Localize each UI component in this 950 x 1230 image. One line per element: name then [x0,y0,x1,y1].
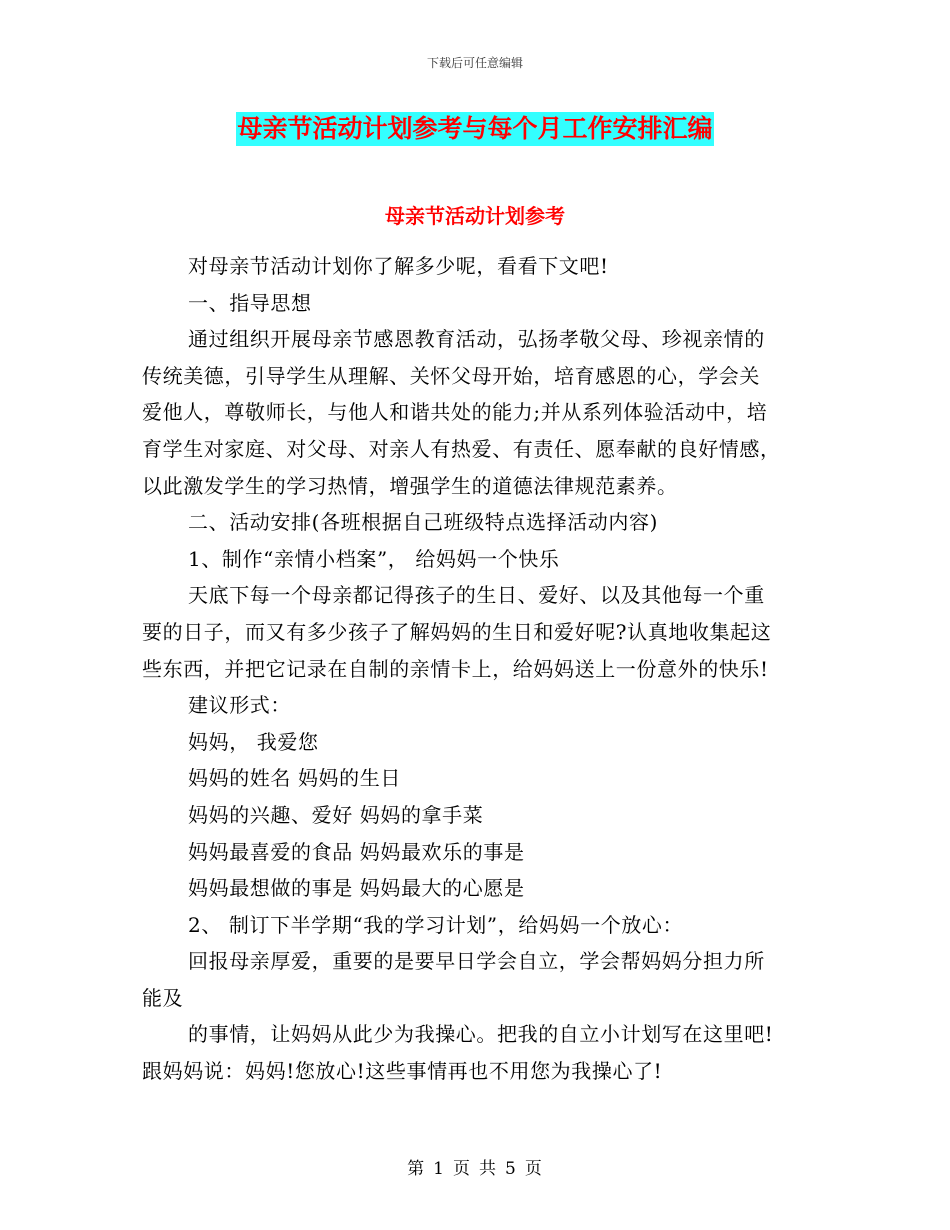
body-line: 建议形式： [188,693,291,718]
section-title: 母亲节活动计划参考 [385,204,565,228]
footer-page-number: 1 [433,1159,445,1179]
document-body [142,222,810,1090]
body-item-heading: 2、 制订下半学期“我的学习计划”，给妈妈一个放心： [188,912,684,937]
body-line: 爱他人，尊敬师长，与他人和谐共处的能力;并从系列体验活动中，培 [142,400,768,425]
body-line: 传统美德，引导学生从理解、关怀父母开始，培育感恩的心，学会关 [142,363,760,388]
body-line: 回报母亲厚爱，重要的是要早日学会自立，学会帮妈妈分担力所 [188,949,765,974]
body-line: 要的日子，而又有多少孩子了解妈妈的生日和爱好呢?认真地收集起这 [142,619,772,644]
body-line: 通过组织开展母亲节感恩教育活动，弘扬孝敬父母、珍视亲情的 [188,327,765,352]
body-line: 能及 [142,985,184,1010]
document-title [0,112,950,146]
body-line: 跟妈妈说：妈妈!您放心!这些事情再也不用您为我操心了! [142,1059,663,1084]
body-line: 妈妈最喜爱的食品 妈妈最欢乐的事是 [188,839,525,864]
footer-total-number: 5 [505,1159,517,1179]
body-line: 妈妈的姓名 妈妈的生日 [188,766,401,791]
body-line: 育学生对家庭、对父母、对亲人有热爱、有责任、愿奉献的良好情感， [142,436,781,461]
body-item-heading: 1、制作“亲情小档案”， 给妈妈一个快乐 [188,546,560,571]
body-line: 些东西，并把它记录在自制的亲情卡上，给妈妈送上一份意外的快乐! [142,656,769,681]
body-line: 的事情，让妈妈从此少为我操心。把我的自立小计划写在这里吧! [188,1022,774,1047]
footer-total-unit: 页 [524,1159,543,1179]
body-heading-guiding-principle: 一、指导思想 [188,290,312,315]
footer-total-word: 共 [479,1159,497,1179]
body-heading-activity-plan: 二、活动安排(各班根据自己班级特点选择活动内容) [188,510,659,535]
footer-page-unit: 页 [453,1159,471,1179]
document-title-text: 母亲节活动计划参考与每个月工作安排汇编 [236,112,713,146]
page-footer [0,1154,950,1179]
body-line: 天底下每一个母亲都记得孩子的生日、爱好、以及其他每一个重 [188,583,765,608]
footer-page-word: 第 [407,1159,426,1179]
page-header-note: 下载后可任意编辑 [426,56,523,70]
body-line: 以此激发学生的学习热情，增强学生的道德法律规范素养。 [142,473,678,498]
body-paragraph-intro: 对母亲节活动计划你了解多少呢，看看下文吧! [188,254,609,278]
body-line: 妈妈的兴趣、爱好 妈妈的拿手菜 [188,802,484,827]
body-line: 妈妈， 我爱您 [188,729,319,754]
body-line: 妈妈最想做的事是 妈妈最大的心愿是 [188,876,525,901]
